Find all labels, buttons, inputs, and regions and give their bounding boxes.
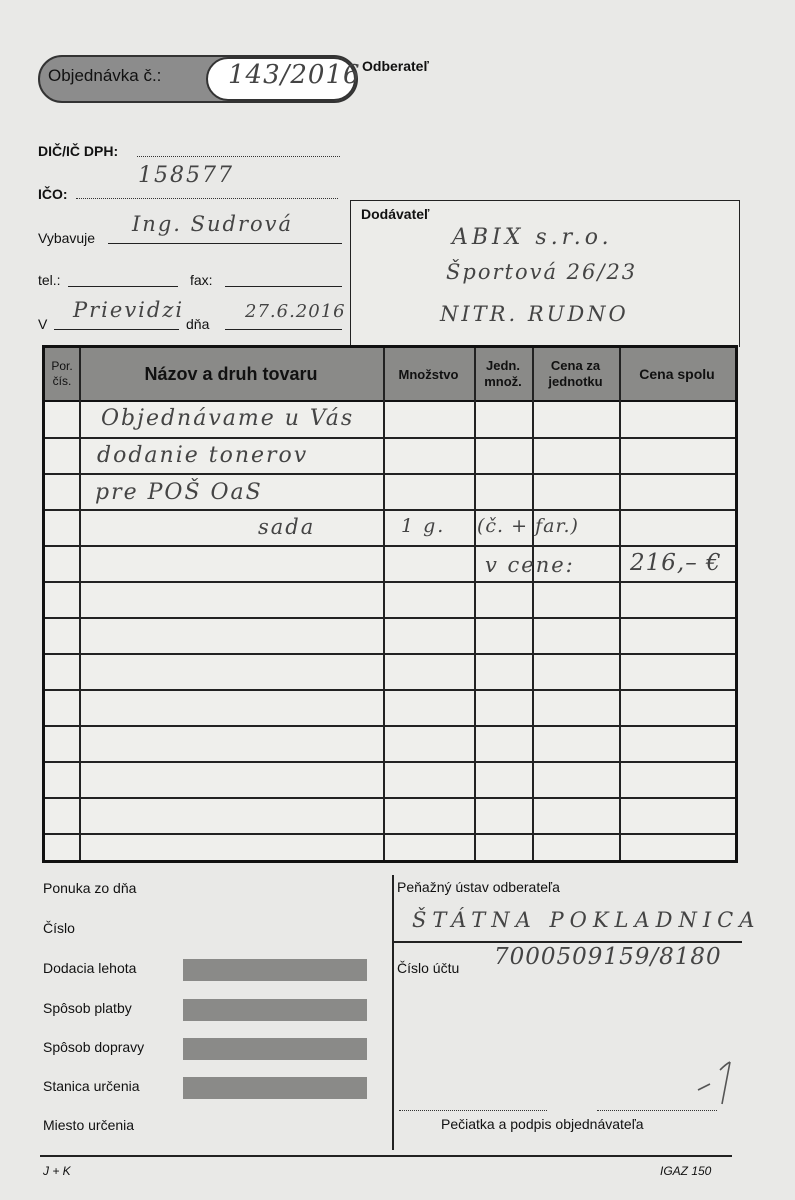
row-4-qty: 1 g. xyxy=(401,515,446,537)
destination-station-bar xyxy=(183,1077,367,1099)
place-line xyxy=(54,329,179,330)
row-4-unit: (č. + far.) xyxy=(477,515,579,537)
row-1-name: Objednávame u Vás xyxy=(101,406,355,431)
ico-line xyxy=(76,198,338,199)
stamp-line-right xyxy=(597,1110,717,1111)
place-value: Prievidzi xyxy=(73,298,185,322)
offer-date-label: Ponuka zo dňa xyxy=(43,880,137,896)
footer-right-code: IGAZ 150 xyxy=(660,1164,712,1178)
transport-label: Spôsob dopravy xyxy=(43,1039,145,1055)
account-value: 7000509159/8180 xyxy=(494,944,722,970)
supplier-name: ABIX s.r.o. xyxy=(452,225,613,250)
tel-line xyxy=(68,286,178,287)
delivery-term-bar xyxy=(183,959,367,981)
stamp-label: Pečiatka a podpis objednávateľa xyxy=(441,1116,644,1132)
footer-left-code: J + K xyxy=(43,1164,71,1178)
bottom-rule xyxy=(40,1155,732,1157)
fax-label: fax: xyxy=(190,272,213,288)
header-qty: Množstvo xyxy=(398,366,459,382)
header-unit-price: Cena za jednotku xyxy=(548,358,603,389)
header-name: Názov a druh tovaru xyxy=(144,363,318,384)
footer-divider xyxy=(392,875,394,1150)
destination-station-label: Stanica určenia xyxy=(43,1078,140,1094)
account-label: Číslo účtu xyxy=(397,960,460,976)
row-5-unit-price: v cene: xyxy=(485,553,575,577)
destination-place-label: Miesto určenia xyxy=(43,1117,135,1133)
place-label: V xyxy=(38,316,48,332)
header-por: Por. čís. xyxy=(51,359,73,388)
vat-label: DIČ/IČ DPH: xyxy=(38,143,119,159)
header-unit: Jedn. množ. xyxy=(484,358,522,389)
order-label: Objednávka č.: xyxy=(48,66,162,85)
supplier-heading: Dodávateľ xyxy=(361,206,430,222)
date-line xyxy=(225,329,342,330)
handled-by-label: Vybavuje xyxy=(38,230,96,246)
bank-label: Peňažný ústav odberateľa xyxy=(397,879,560,895)
row-3-name: pre POŠ OaS xyxy=(95,480,263,505)
number-label: Číslo xyxy=(43,920,75,936)
row-4-name: sada xyxy=(258,515,316,539)
customer-heading: Odberateľ xyxy=(362,58,429,74)
signature-mark xyxy=(690,1060,750,1110)
order-number: 143/2016 xyxy=(228,60,361,90)
date-label: dňa xyxy=(186,316,210,332)
handled-by-value: Ing. Sudrová xyxy=(132,212,294,236)
bank-line xyxy=(393,941,742,943)
stamp-line-left xyxy=(399,1110,547,1111)
bank-value: ŠTÁTNA POKLADNICA xyxy=(412,908,761,932)
row-2-name: dodanie tonerov xyxy=(97,443,309,468)
supplier-street: Športová 26/23 xyxy=(446,260,638,284)
delivery-term-label: Dodacia lehota xyxy=(43,960,137,976)
fax-line xyxy=(225,286,342,287)
supplier-city: NITR. RUDNO xyxy=(440,302,629,326)
payment-label: Spôsob platby xyxy=(43,1000,132,1016)
handled-by-line xyxy=(108,243,342,244)
payment-bar xyxy=(183,999,367,1021)
row-5-total: 216,– € xyxy=(630,550,722,576)
ico-value: 158577 xyxy=(138,163,234,188)
transport-bar xyxy=(183,1038,367,1060)
ico-label: IČO: xyxy=(38,186,68,202)
header-total: Cena spolu xyxy=(639,366,715,382)
date-value: 27.6.2016 xyxy=(245,301,346,322)
vat-line xyxy=(137,156,340,157)
items-table xyxy=(42,345,738,863)
tel-label: tel.: xyxy=(38,272,61,288)
